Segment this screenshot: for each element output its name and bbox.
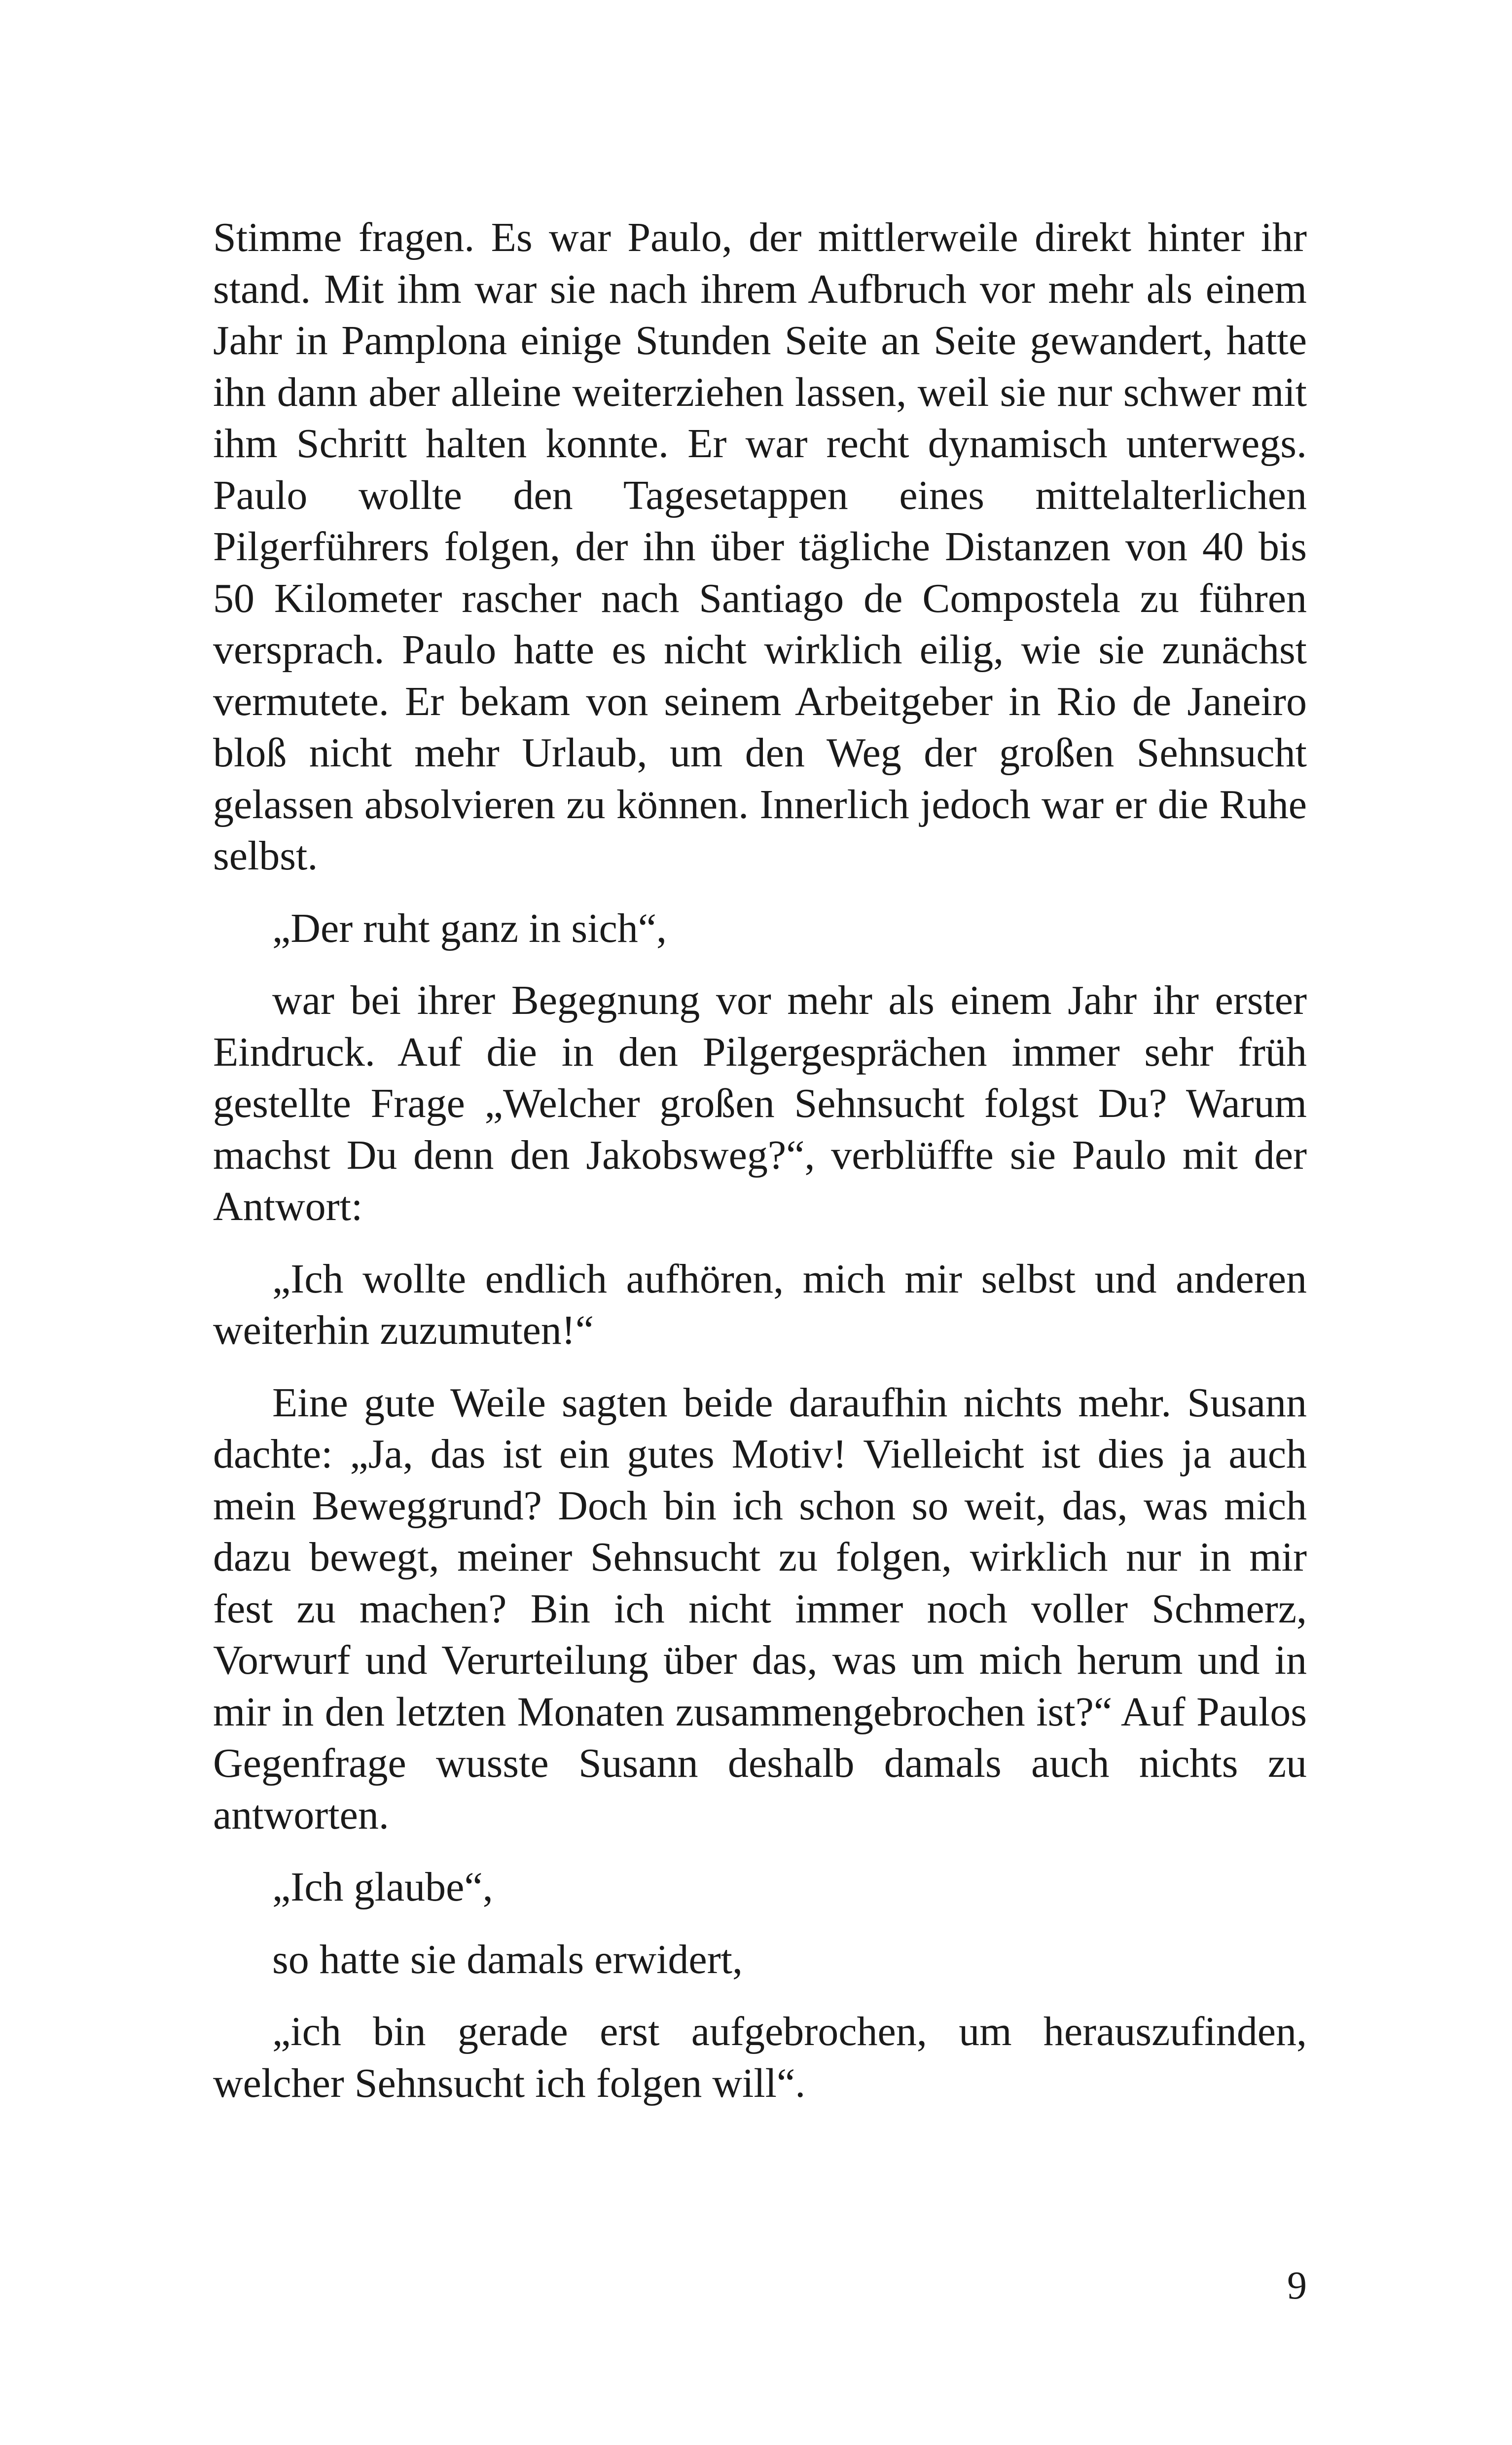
paragraph: so hatte sie damals erwidert, xyxy=(272,1936,743,1982)
paragraph: war bei ihrer Begegnung vor mehr als einem Jahr ihr erster Eindruck. Auf die in den Pilgergesprächen immer sehr früh gestellte Frage „Welcher großen Sehnsucht folgst Du? Warum machst Du denn den Jakobsweg?“, verblüffte sie Paulo mit der Antwort: xyxy=(213,977,1307,1229)
paragraph: „Der ruht ganz in sich“, xyxy=(272,905,667,951)
body-text xyxy=(213,212,1307,2109)
paragraph: „ich bin gerade erst aufgebrochen, um herauszufinden, welcher Sehnsucht ich folgen will“. xyxy=(213,2009,1307,2106)
page-number: 9 xyxy=(1287,2264,1307,2307)
paragraph: „Ich wollte endlich aufhören, mich mir selbst und anderen weiterhin zuzumuten!“ xyxy=(213,1256,1307,1353)
paragraph: Stimme fragen. Es war Paulo, der mittlerweile direkt hinter ihr stand. Mit ihm war sie nach ihrem Aufbruch vor mehr als einem Jahr in Pamplona einige Stunden Seite an Seite gewandert, hatte ihn dann aber alleine weiterziehen lassen, weil sie nur schwer mit ihm Schritt halten konnte. Er war recht dynamisch unterwegs. Paulo wollte den Tagesetappen eines mittelalterlichen Pilgerführers folgen, der ihn über tägliche Distanzen von 40 bis 50 Kilometer rascher nach Santiago de Compostela zu führen versprach. Paulo hatte es nicht wirklich eilig, wie sie zunächst vermutete. Er bekam von seinem Arbeitgeber in Rio de Janeiro bloß nicht mehr Urlaub, um den Weg der großen Sehnsucht gelassen absolvieren zu können. Innerlich jedoch war er die Ruhe selbst. xyxy=(213,215,1307,879)
paragraph: Eine gute Weile sagten beide daraufhin nichts mehr. Susann dachte: „Ja, das ist ein gutes Motiv! Vielleicht ist dies ja auch mein Beweggrund? Doch bin ich schon so weit, das, was mich dazu bewegt, meiner Sehnsucht zu folgen, wirklich nur in mir fest zu machen? Bin ich nicht immer noch voller Schmerz, Vorwurf und Verurteilung über das, was um mich herum und in mir in den letzten Monaten zusammengebrochen ist?“ Auf Paulos Gegenfrage wusste Susann deshalb damals auch nichts zu antworten. xyxy=(213,1379,1307,1838)
paragraph: „Ich glaube“, xyxy=(272,1864,493,1910)
